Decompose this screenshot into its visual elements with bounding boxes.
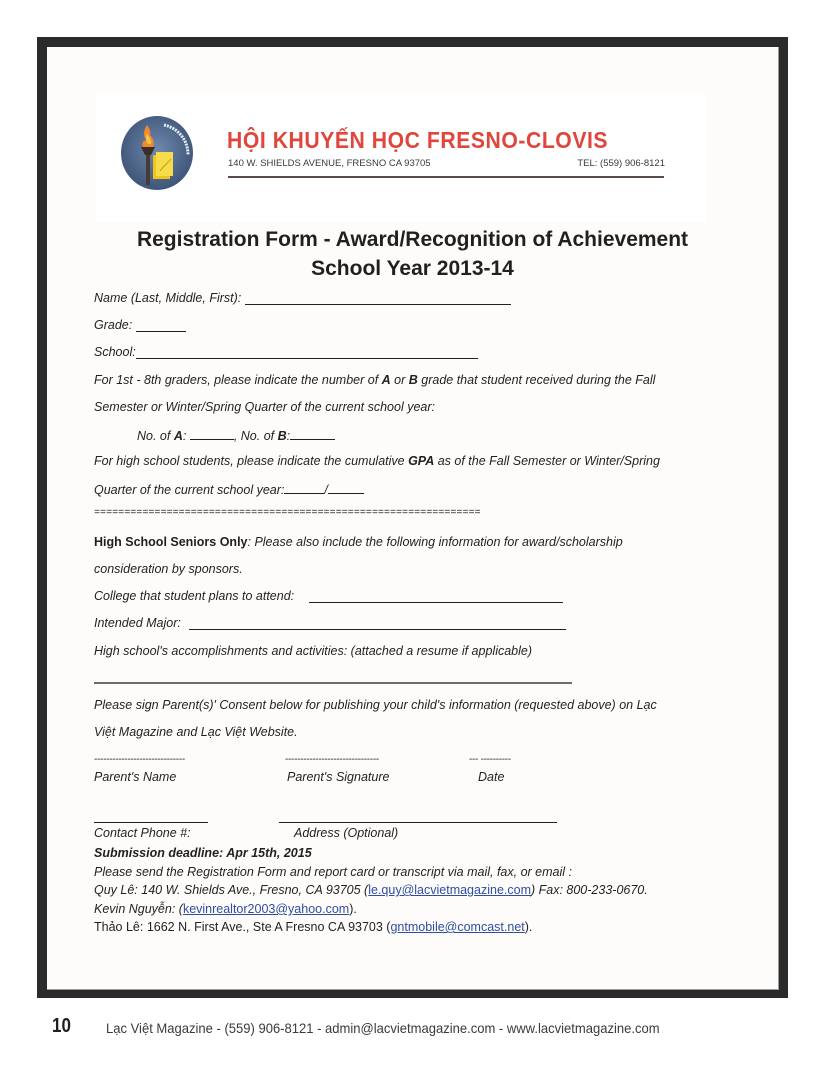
grade-field-row <box>94 318 132 332</box>
colon: : <box>286 429 291 443</box>
school-input-line[interactable] <box>136 358 478 359</box>
email-link-gntmobile[interactable]: gntmobile@comcast.net <box>390 920 525 934</box>
org-phone: TEL: (559) 906-8121 <box>577 158 665 169</box>
org-name: HỘI KHUYẾN HỌC FRESNO-CLOVIS <box>227 127 609 153</box>
consent-line2: Việt Magazine and Lạc Việt Website. <box>94 725 298 739</box>
b-count-input[interactable] <box>290 427 335 440</box>
seniors-heading: High School Seniors Only <box>94 535 248 549</box>
college-field-row <box>94 589 294 603</box>
school-field-row <box>94 345 136 359</box>
contact-text: ). <box>349 902 357 916</box>
a-count-input[interactable] <box>190 427 234 440</box>
form-page <box>47 47 779 990</box>
contact-text: Quy Lê: 140 W. Shields Ave., Fresno, CA 93705 ( <box>94 883 369 897</box>
ab-count-row <box>137 427 335 443</box>
seniors-line1 <box>94 535 623 549</box>
contact-quy-le <box>94 883 648 897</box>
grade-instructions-line2: Semester or Winter/Spring Quarter of the current school year: <box>94 400 436 414</box>
major-field-row <box>94 616 181 630</box>
footer-contact: Lạc Việt Magazine - (559) 906-8121 - admin@lacvietmagazine.com - www.lacvietmagazine.com <box>106 1020 660 1036</box>
no-of-label: No. of <box>137 429 174 443</box>
seniors-line2: consideration by sponsors. <box>94 562 243 576</box>
consent-line1: Please sign Parent(s)' Consent below for publishing your child's information (requested above) on Lạc <box>94 698 657 712</box>
school-year: School Year 2013-14 <box>311 257 514 280</box>
instr-text: or <box>390 373 409 387</box>
address-label: Address (Optional) <box>294 826 399 840</box>
a-label: A <box>173 429 183 443</box>
instr-text: For 1st - 8th graders, please indicate the number of <box>94 373 382 387</box>
gpa-instructions-line1 <box>94 454 660 468</box>
school-label: School: <box>94 345 136 359</box>
name-label: Name (Last, Middle, First): <box>94 291 242 305</box>
accomplishments-input-line[interactable] <box>94 682 572 684</box>
colon: : <box>182 429 187 443</box>
gpa-row <box>94 481 364 497</box>
page-number <box>52 1015 74 1038</box>
major-label: Intended Major: <box>94 616 181 630</box>
name-input-line[interactable] <box>245 304 511 305</box>
gpa-separator: / <box>324 483 328 497</box>
email-link-le-quy[interactable]: le.quy@lacvietmagazine.com <box>368 883 531 897</box>
instr-text: For high school students, please indicate the cumulative <box>94 454 409 468</box>
gpa-input-1[interactable] <box>284 481 324 494</box>
page-number-text: 10 <box>52 1015 71 1037</box>
parent-name-label: Parent's Name <box>94 770 177 784</box>
major-input-line[interactable] <box>189 629 566 630</box>
contact-kevin-nguyen <box>94 902 357 916</box>
instr-text: as of the Fall Semester or Winter/Spring <box>434 454 660 468</box>
letterhead <box>96 95 706 222</box>
contact-thao-le <box>94 920 532 934</box>
section-separator: ================================================================ <box>94 507 481 518</box>
address-input-line[interactable] <box>279 822 557 823</box>
instr-text: : Please also include the following information for award/scholarship <box>247 535 623 549</box>
contact-text: ) Fax: 800-233-0670. <box>530 883 648 897</box>
gpa-emph: GPA <box>408 454 435 468</box>
send-instructions: Please send the Registration Form and report card or transcript via mail, fax, or email : <box>94 865 572 879</box>
gpa-label: Quarter of the current school year: <box>94 483 285 497</box>
contact-text: Kevin Nguyễn: ( <box>94 902 183 916</box>
parent-signature-label: Parent's Signature <box>287 770 390 784</box>
form-title: Registration Form - Award/Recognition of Achievement <box>136 228 689 251</box>
grade-input-line[interactable] <box>136 331 186 332</box>
date-dash-line[interactable]: --- ---------- <box>469 754 511 765</box>
grade-instructions-line1 <box>94 373 655 387</box>
email-link-kevin[interactable]: kevinrealtor2003@yahoo.com <box>182 902 350 916</box>
letterhead-rule <box>228 176 664 178</box>
college-label: College that student plans to attend: <box>94 589 295 603</box>
gpa-input-2[interactable] <box>328 481 364 494</box>
accomplishments-label: High school's accomplishments and activities: (attached a resume if applicable) <box>94 644 533 658</box>
name-field-row <box>94 291 241 305</box>
org-address: 140 W. SHIELDS AVENUE, FRESNO CA 93705 <box>228 158 431 169</box>
no-of-label: , No. of <box>233 429 278 443</box>
grade-label: Grade: <box>94 318 133 332</box>
phone-input-line[interactable] <box>94 822 208 823</box>
b-label: B <box>277 429 287 443</box>
parent-signature-dash-line[interactable]: ------------------------------- <box>285 754 379 765</box>
phone-label: Contact Phone #: <box>94 826 191 840</box>
instr-text: grade that student received during the Fall <box>417 373 656 387</box>
submission-deadline: Submission deadline: Apr 15th, 2015 <box>94 846 312 860</box>
college-input-line[interactable] <box>309 602 563 603</box>
grade-a-emph: A <box>381 373 391 387</box>
grade-b-emph: B <box>408 373 418 387</box>
parent-name-dash-line[interactable]: ------------------------------ <box>94 754 185 765</box>
date-label: Date <box>478 770 505 784</box>
contact-text: ). <box>524 920 533 934</box>
torch-and-book-logo-icon <box>120 115 194 191</box>
contact-text: Thảo Lê: 1662 N. First Ave., Ste A Fresno CA 93703 ( <box>94 920 391 934</box>
